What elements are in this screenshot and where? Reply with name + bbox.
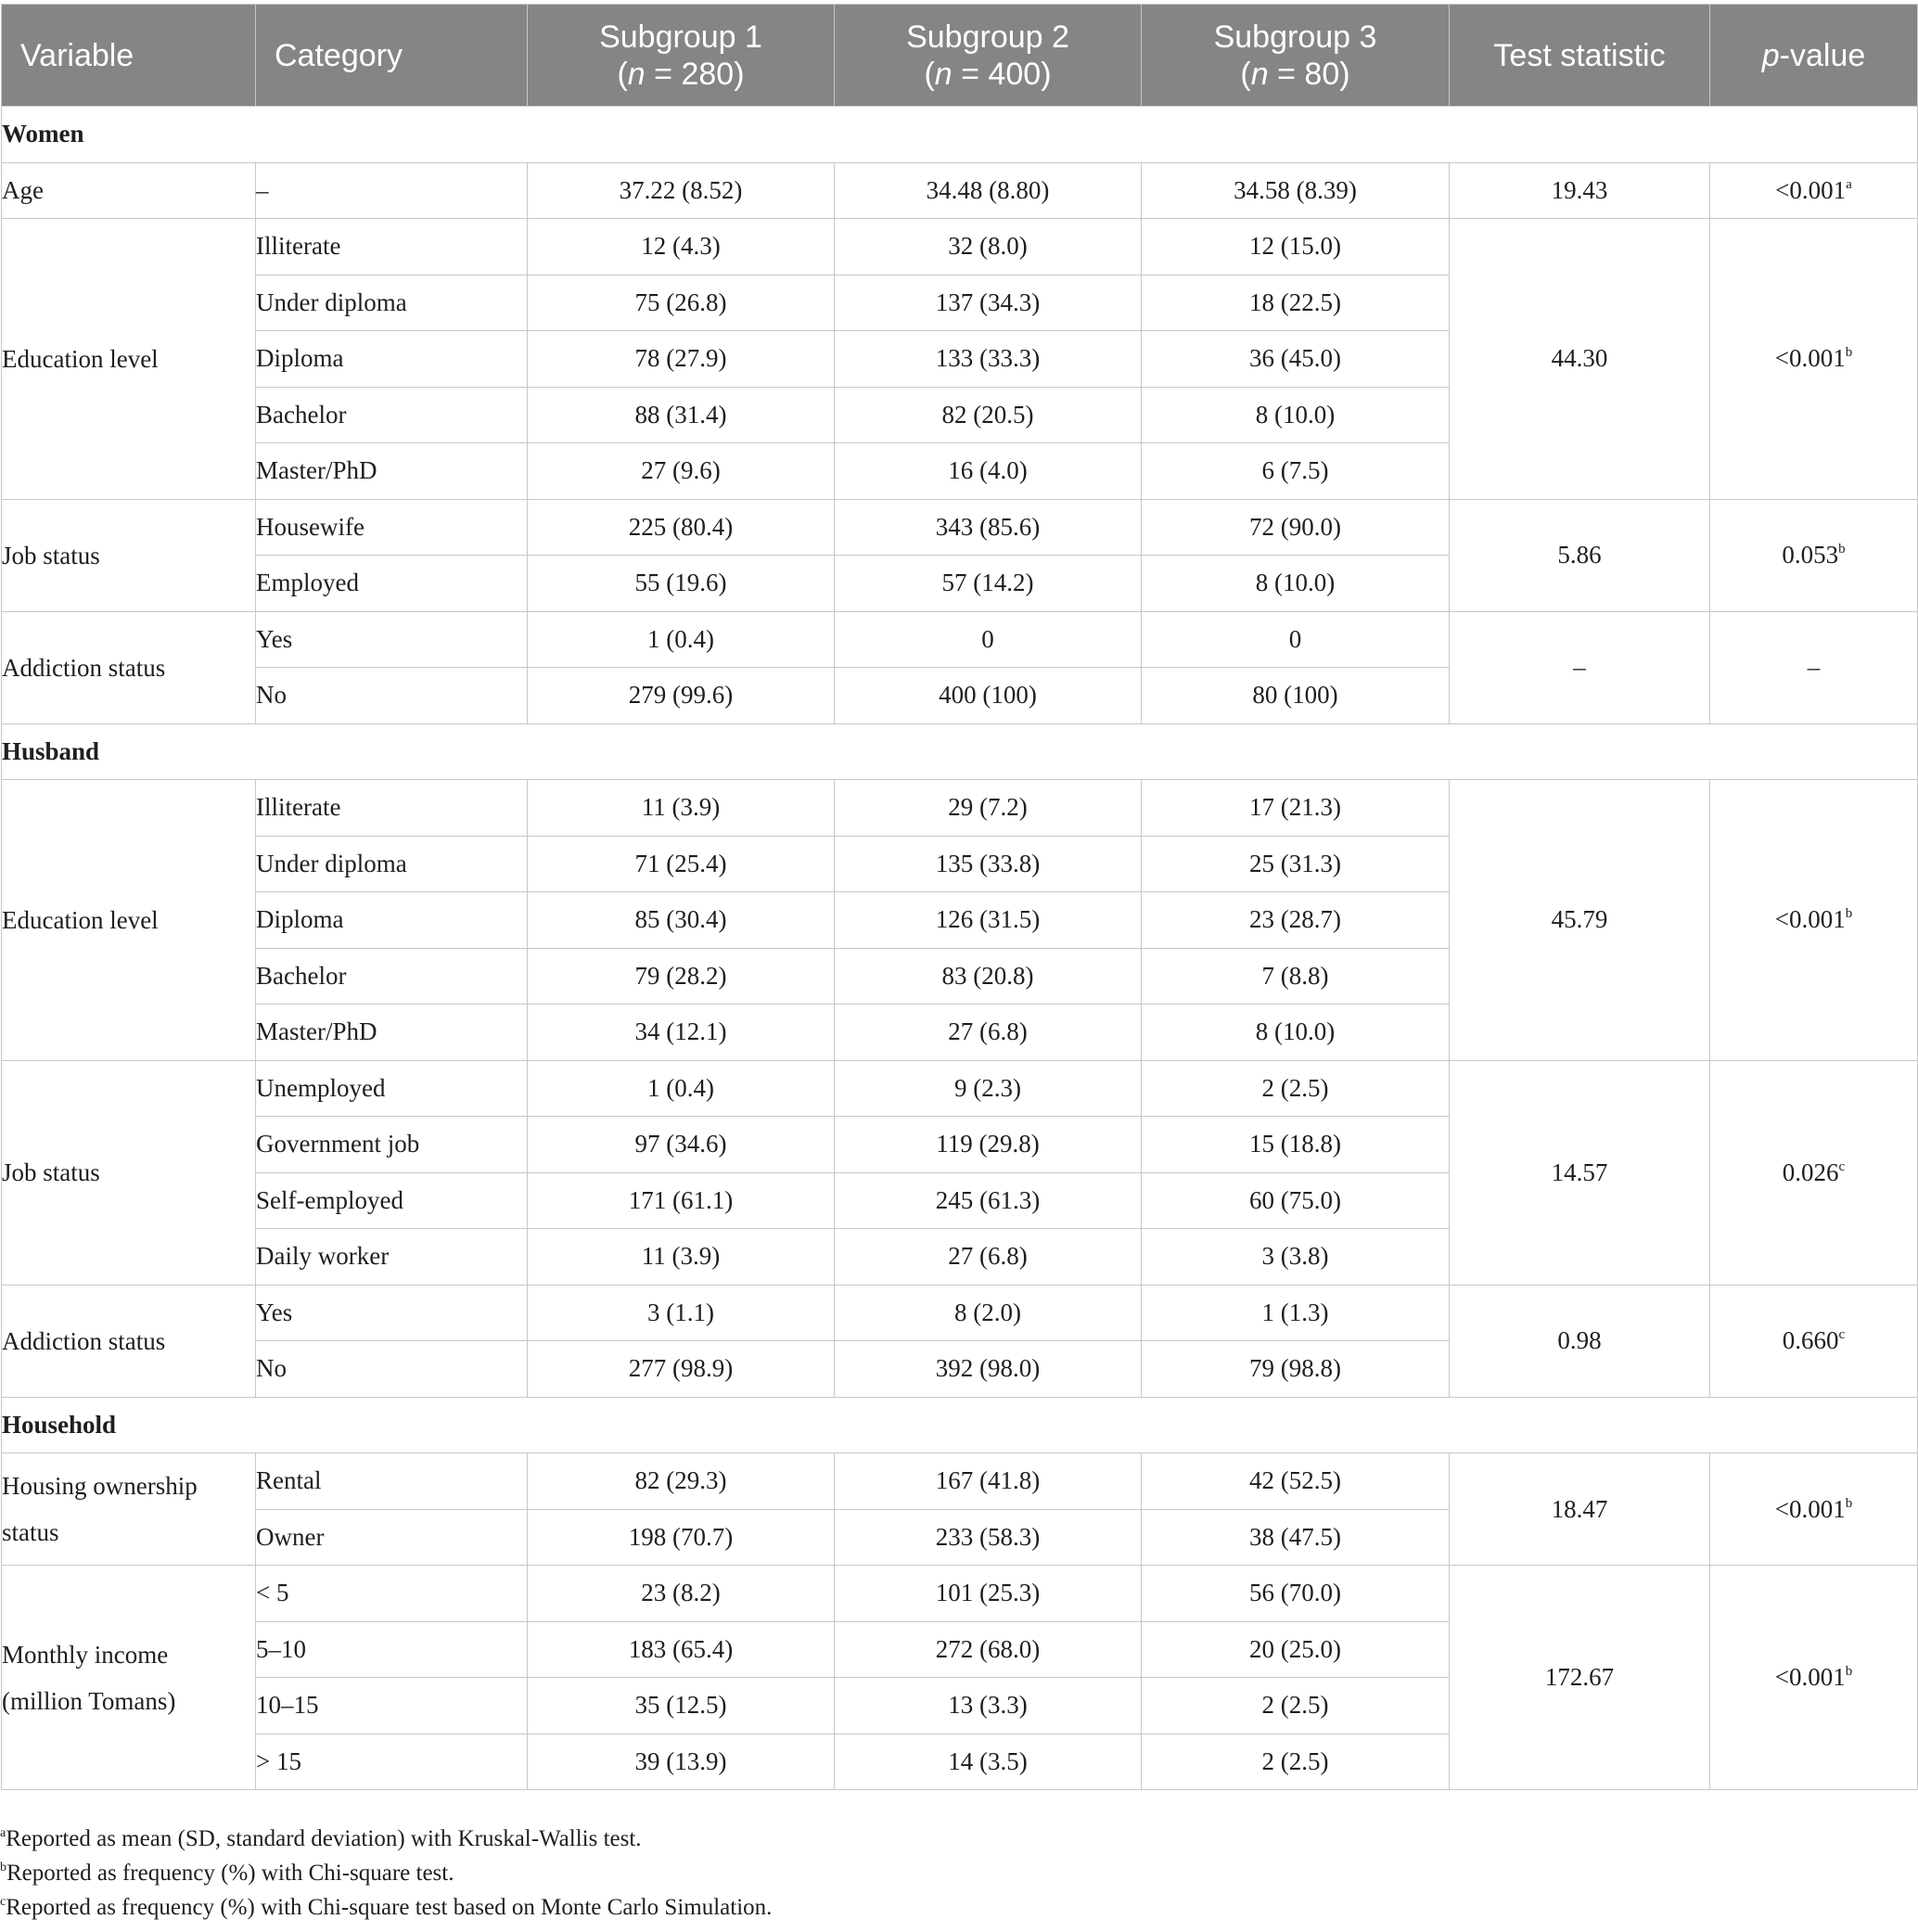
subgroup-3-cell: 36 (45.0): [1142, 331, 1450, 388]
subgroup-3-cell: 79 (98.8): [1142, 1341, 1450, 1398]
variable-cell: Job status: [2, 1060, 256, 1285]
table-row: [2, 1060, 1918, 1117]
category-cell: Rental: [256, 1453, 528, 1510]
subgroup-3-cell: 8 (10.0): [1142, 387, 1450, 443]
variable-cell: Addiction status: [2, 1285, 256, 1397]
subgroup-1-cell: 3 (1.1): [528, 1285, 835, 1341]
subgroup-2-cell: 133 (33.3): [835, 331, 1142, 388]
subgroup-1-cell: 11 (3.9): [528, 1229, 835, 1286]
test-statistic-cell: 5.86: [1450, 499, 1710, 611]
category-cell: Owner: [256, 1509, 528, 1566]
category-cell: Illiterate: [256, 219, 528, 275]
category-cell: Illiterate: [256, 780, 528, 837]
category-cell: Daily worker: [256, 1229, 528, 1286]
subgroup-1-cell: 79 (28.2): [528, 948, 835, 1004]
subgroup-1-cell: 171 (61.1): [528, 1172, 835, 1229]
variable-cell: Monthly income (million Tomans): [2, 1566, 256, 1790]
subgroup-3-cell: 72 (90.0): [1142, 499, 1450, 556]
subgroup-1-cell: 97 (34.6): [528, 1117, 835, 1173]
subgroup-1-cell: 55 (19.6): [528, 556, 835, 612]
table-row: [2, 1285, 1918, 1341]
subgroup-1-cell: 279 (99.6): [528, 668, 835, 724]
subgroup-2-cell: 34.48 (8.80): [835, 162, 1142, 219]
test-statistic-cell: 18.47: [1450, 1453, 1710, 1566]
subgroup-1-cell: 27 (9.6): [528, 443, 835, 500]
category-cell: Diploma: [256, 892, 528, 949]
data-table: [1, 4, 1918, 1790]
test-statistic-cell: 172.67: [1450, 1566, 1710, 1790]
header-category: Category: [256, 5, 528, 107]
subgroup-3-cell: 18 (22.5): [1142, 275, 1450, 331]
subgroup-1-cell: 23 (8.2): [528, 1566, 835, 1622]
subgroup-3-cell: 8 (10.0): [1142, 1004, 1450, 1061]
subgroup-3-cell: 56 (70.0): [1142, 1566, 1450, 1622]
p-value-cell: 0.053$^b$: [1710, 499, 1918, 611]
p-value-cell: <0.001$^b$: [1710, 780, 1918, 1061]
category-cell: Unemployed: [256, 1060, 528, 1117]
category-cell: Under diploma: [256, 836, 528, 892]
subgroup-1-cell: 225 (80.4): [528, 499, 835, 556]
section-title: Household: [2, 1397, 1918, 1453]
subgroup-2-cell: 126 (31.5): [835, 892, 1142, 949]
n-symbol: n: [627, 56, 646, 92]
subgroup-3-cell: 38 (47.5): [1142, 1509, 1450, 1566]
header-subgroup-2-n: 400: [988, 56, 1042, 92]
subgroup-2-cell: 135 (33.8): [835, 836, 1142, 892]
table-row: [2, 219, 1918, 275]
subgroup-3-cell: 2 (2.5): [1142, 1678, 1450, 1734]
variable-cell: Age: [2, 162, 256, 219]
category-cell: Master/PhD: [256, 1004, 528, 1061]
category-cell: Bachelor: [256, 948, 528, 1004]
header-subgroup-2-name: Subgroup 2: [906, 19, 1069, 55]
header-p-value: p-value: [1710, 5, 1918, 107]
variable-cell: Housing ownership status: [2, 1453, 256, 1566]
test-statistic-cell: 0.98: [1450, 1285, 1710, 1397]
subgroup-2-cell: 27 (6.8): [835, 1229, 1142, 1286]
header-test-statistic: Test statistic: [1450, 5, 1710, 107]
subgroup-3-cell: 25 (31.3): [1142, 836, 1450, 892]
subgroup-2-cell: 8 (2.0): [835, 1285, 1142, 1341]
subgroup-1-cell: 198 (70.7): [528, 1509, 835, 1566]
subgroup-3-cell: 12 (15.0): [1142, 219, 1450, 275]
test-statistic-cell: 14.57: [1450, 1060, 1710, 1285]
subgroup-3-cell: 80 (100): [1142, 668, 1450, 724]
footnote-b: $^b$Reported as frequency (%) with Chi-square test.: [0, 1861, 454, 1886]
subgroup-3-cell: 17 (21.3): [1142, 780, 1450, 837]
subgroup-2-cell: 27 (6.8): [835, 1004, 1142, 1061]
subgroup-3-cell: 34.58 (8.39): [1142, 162, 1450, 219]
subgroup-1-cell: 85 (30.4): [528, 892, 835, 949]
header-subgroup-1-n: 280: [681, 56, 735, 92]
subgroup-2-cell: 14 (3.5): [835, 1734, 1142, 1790]
n-symbol: n: [934, 56, 953, 92]
subgroup-3-cell: 60 (75.0): [1142, 1172, 1450, 1229]
category-cell: Government job: [256, 1117, 528, 1173]
category-cell: Yes: [256, 1285, 528, 1341]
subgroup-3-cell: 7 (8.8): [1142, 948, 1450, 1004]
section-row-women: [2, 107, 1918, 163]
subgroup-2-cell: 57 (14.2): [835, 556, 1142, 612]
category-cell: Employed: [256, 556, 528, 612]
table-row: [2, 611, 1918, 668]
subgroup-1-cell: 35 (12.5): [528, 1678, 835, 1734]
subgroup-2-cell: 272 (68.0): [835, 1621, 1142, 1678]
p-value-cell: 0.026$^c$: [1710, 1060, 1918, 1285]
subgroup-2-cell: 245 (61.3): [835, 1172, 1142, 1229]
subgroup-2-cell: 32 (8.0): [835, 219, 1142, 275]
variable-cell: Addiction status: [2, 611, 256, 723]
variable-cell: Job status: [2, 499, 256, 611]
header-variable: Variable: [2, 5, 256, 107]
category-cell: Bachelor: [256, 387, 528, 443]
subgroup-1-cell: 82 (29.3): [528, 1453, 835, 1510]
subgroup-1-cell: 88 (31.4): [528, 387, 835, 443]
subgroup-2-cell: 392 (98.0): [835, 1341, 1142, 1398]
subgroup-1-cell: 12 (4.3): [528, 219, 835, 275]
test-statistic-cell: 19.43: [1450, 162, 1710, 219]
subgroup-2-cell: 9 (2.3): [835, 1060, 1142, 1117]
subgroup-1-cell: 39 (13.9): [528, 1734, 835, 1790]
subgroup-3-cell: 42 (52.5): [1142, 1453, 1450, 1510]
category-cell: No: [256, 668, 528, 724]
subgroup-3-cell: 2 (2.5): [1142, 1060, 1450, 1117]
subgroup-3-cell: 0: [1142, 611, 1450, 668]
category-cell: Under diploma: [256, 275, 528, 331]
subgroup-2-cell: 0: [835, 611, 1142, 668]
subgroup-3-cell: 8 (10.0): [1142, 556, 1450, 612]
footnote-a: $^a$Reported as mean (SD, standard deviation) with Kruskal-Wallis test.: [0, 1826, 642, 1851]
category-cell: Housewife: [256, 499, 528, 556]
n-symbol: n: [1250, 56, 1269, 92]
subgroup-1-cell: 78 (27.9): [528, 331, 835, 388]
header-subgroup-3: Subgroup 3 (n = 80): [1142, 5, 1450, 107]
subgroup-2-cell: 233 (58.3): [835, 1509, 1142, 1566]
section-title: Husband: [2, 723, 1918, 780]
category-cell: –: [256, 162, 528, 219]
test-statistic-cell: –: [1450, 611, 1710, 723]
category-cell: Master/PhD: [256, 443, 528, 500]
subgroup-2-cell: 13 (3.3): [835, 1678, 1142, 1734]
table-row: [2, 780, 1918, 837]
p-value-cell: <0.001$^b$: [1710, 219, 1918, 500]
p-value-cell: 0.660$^c$: [1710, 1285, 1918, 1397]
subgroup-1-cell: 71 (25.4): [528, 836, 835, 892]
subgroup-1-cell: 277 (98.9): [528, 1341, 835, 1398]
p-value-cell: <0.001$^b$: [1710, 1566, 1918, 1790]
footnote-c: $^c$Reported as frequency (%) with Chi-square test based on Monte Carlo Simulation.: [0, 1895, 773, 1920]
category-cell: 5–10: [256, 1621, 528, 1678]
subgroup-1-cell: 11 (3.9): [528, 780, 835, 837]
subgroup-3-cell: 20 (25.0): [1142, 1621, 1450, 1678]
subgroup-2-cell: 101 (25.3): [835, 1566, 1142, 1622]
subgroup-2-cell: 16 (4.0): [835, 443, 1142, 500]
subgroup-3-cell: 23 (28.7): [1142, 892, 1450, 949]
subgroup-1-cell: 34 (12.1): [528, 1004, 835, 1061]
variable-cell: Education level: [2, 219, 256, 500]
subgroup-2-cell: 137 (34.3): [835, 275, 1142, 331]
header-subgroup-3-name: Subgroup 3: [1213, 19, 1377, 55]
header-row: [2, 5, 1918, 107]
subgroup-2-cell: 167 (41.8): [835, 1453, 1142, 1510]
category-cell: Yes: [256, 611, 528, 668]
subgroup-3-cell: 2 (2.5): [1142, 1734, 1450, 1790]
section-title: Women: [2, 107, 1918, 163]
category-cell: > 15: [256, 1734, 528, 1790]
subgroup-1-cell: 75 (26.8): [528, 275, 835, 331]
table-row: [2, 1566, 1918, 1622]
subgroup-3-cell: 1 (1.3): [1142, 1285, 1450, 1341]
table-row: [2, 1453, 1918, 1510]
subgroup-3-cell: 6 (7.5): [1142, 443, 1450, 500]
category-cell: Self-employed: [256, 1172, 528, 1229]
test-statistic-cell: 44.30: [1450, 219, 1710, 500]
p-value-cell: –: [1710, 611, 1918, 723]
p-value-cell: <0.001$^a$: [1710, 162, 1918, 219]
subgroup-2-cell: 343 (85.6): [835, 499, 1142, 556]
subgroup-2-cell: 29 (7.2): [835, 780, 1142, 837]
header-subgroup-1: Subgroup 1 (n = 280): [528, 5, 835, 107]
section-row-husband: [2, 723, 1918, 780]
subgroup-3-cell: 15 (18.8): [1142, 1117, 1450, 1173]
subgroup-1-cell: 1 (0.4): [528, 611, 835, 668]
subgroup-2-cell: 83 (20.8): [835, 948, 1142, 1004]
subgroup-1-cell: 183 (65.4): [528, 1621, 835, 1678]
p-value-cell: <0.001$^b$: [1710, 1453, 1918, 1566]
category-cell: Diploma: [256, 331, 528, 388]
subgroup-2-cell: 400 (100): [835, 668, 1142, 724]
subgroup-2-cell: 119 (29.8): [835, 1117, 1142, 1173]
header-subgroup-1-name: Subgroup 1: [599, 19, 762, 55]
table-row: [2, 499, 1918, 556]
subgroup-2-cell: 82 (20.5): [835, 387, 1142, 443]
category-cell: 10–15: [256, 1678, 528, 1734]
category-cell: No: [256, 1341, 528, 1398]
category-cell: < 5: [256, 1566, 528, 1622]
header-subgroup-3-n: 80: [1304, 56, 1340, 92]
subgroup-1-cell: 1 (0.4): [528, 1060, 835, 1117]
subgroup-1-cell: 37.22 (8.52): [528, 162, 835, 219]
variable-cell: Education level: [2, 780, 256, 1061]
header-subgroup-2: Subgroup 2 (n = 400): [835, 5, 1142, 107]
subgroup-3-cell: 3 (3.8): [1142, 1229, 1450, 1286]
test-statistic-cell: 45.79: [1450, 780, 1710, 1061]
table-row: [2, 162, 1918, 219]
section-row-household: [2, 1397, 1918, 1453]
